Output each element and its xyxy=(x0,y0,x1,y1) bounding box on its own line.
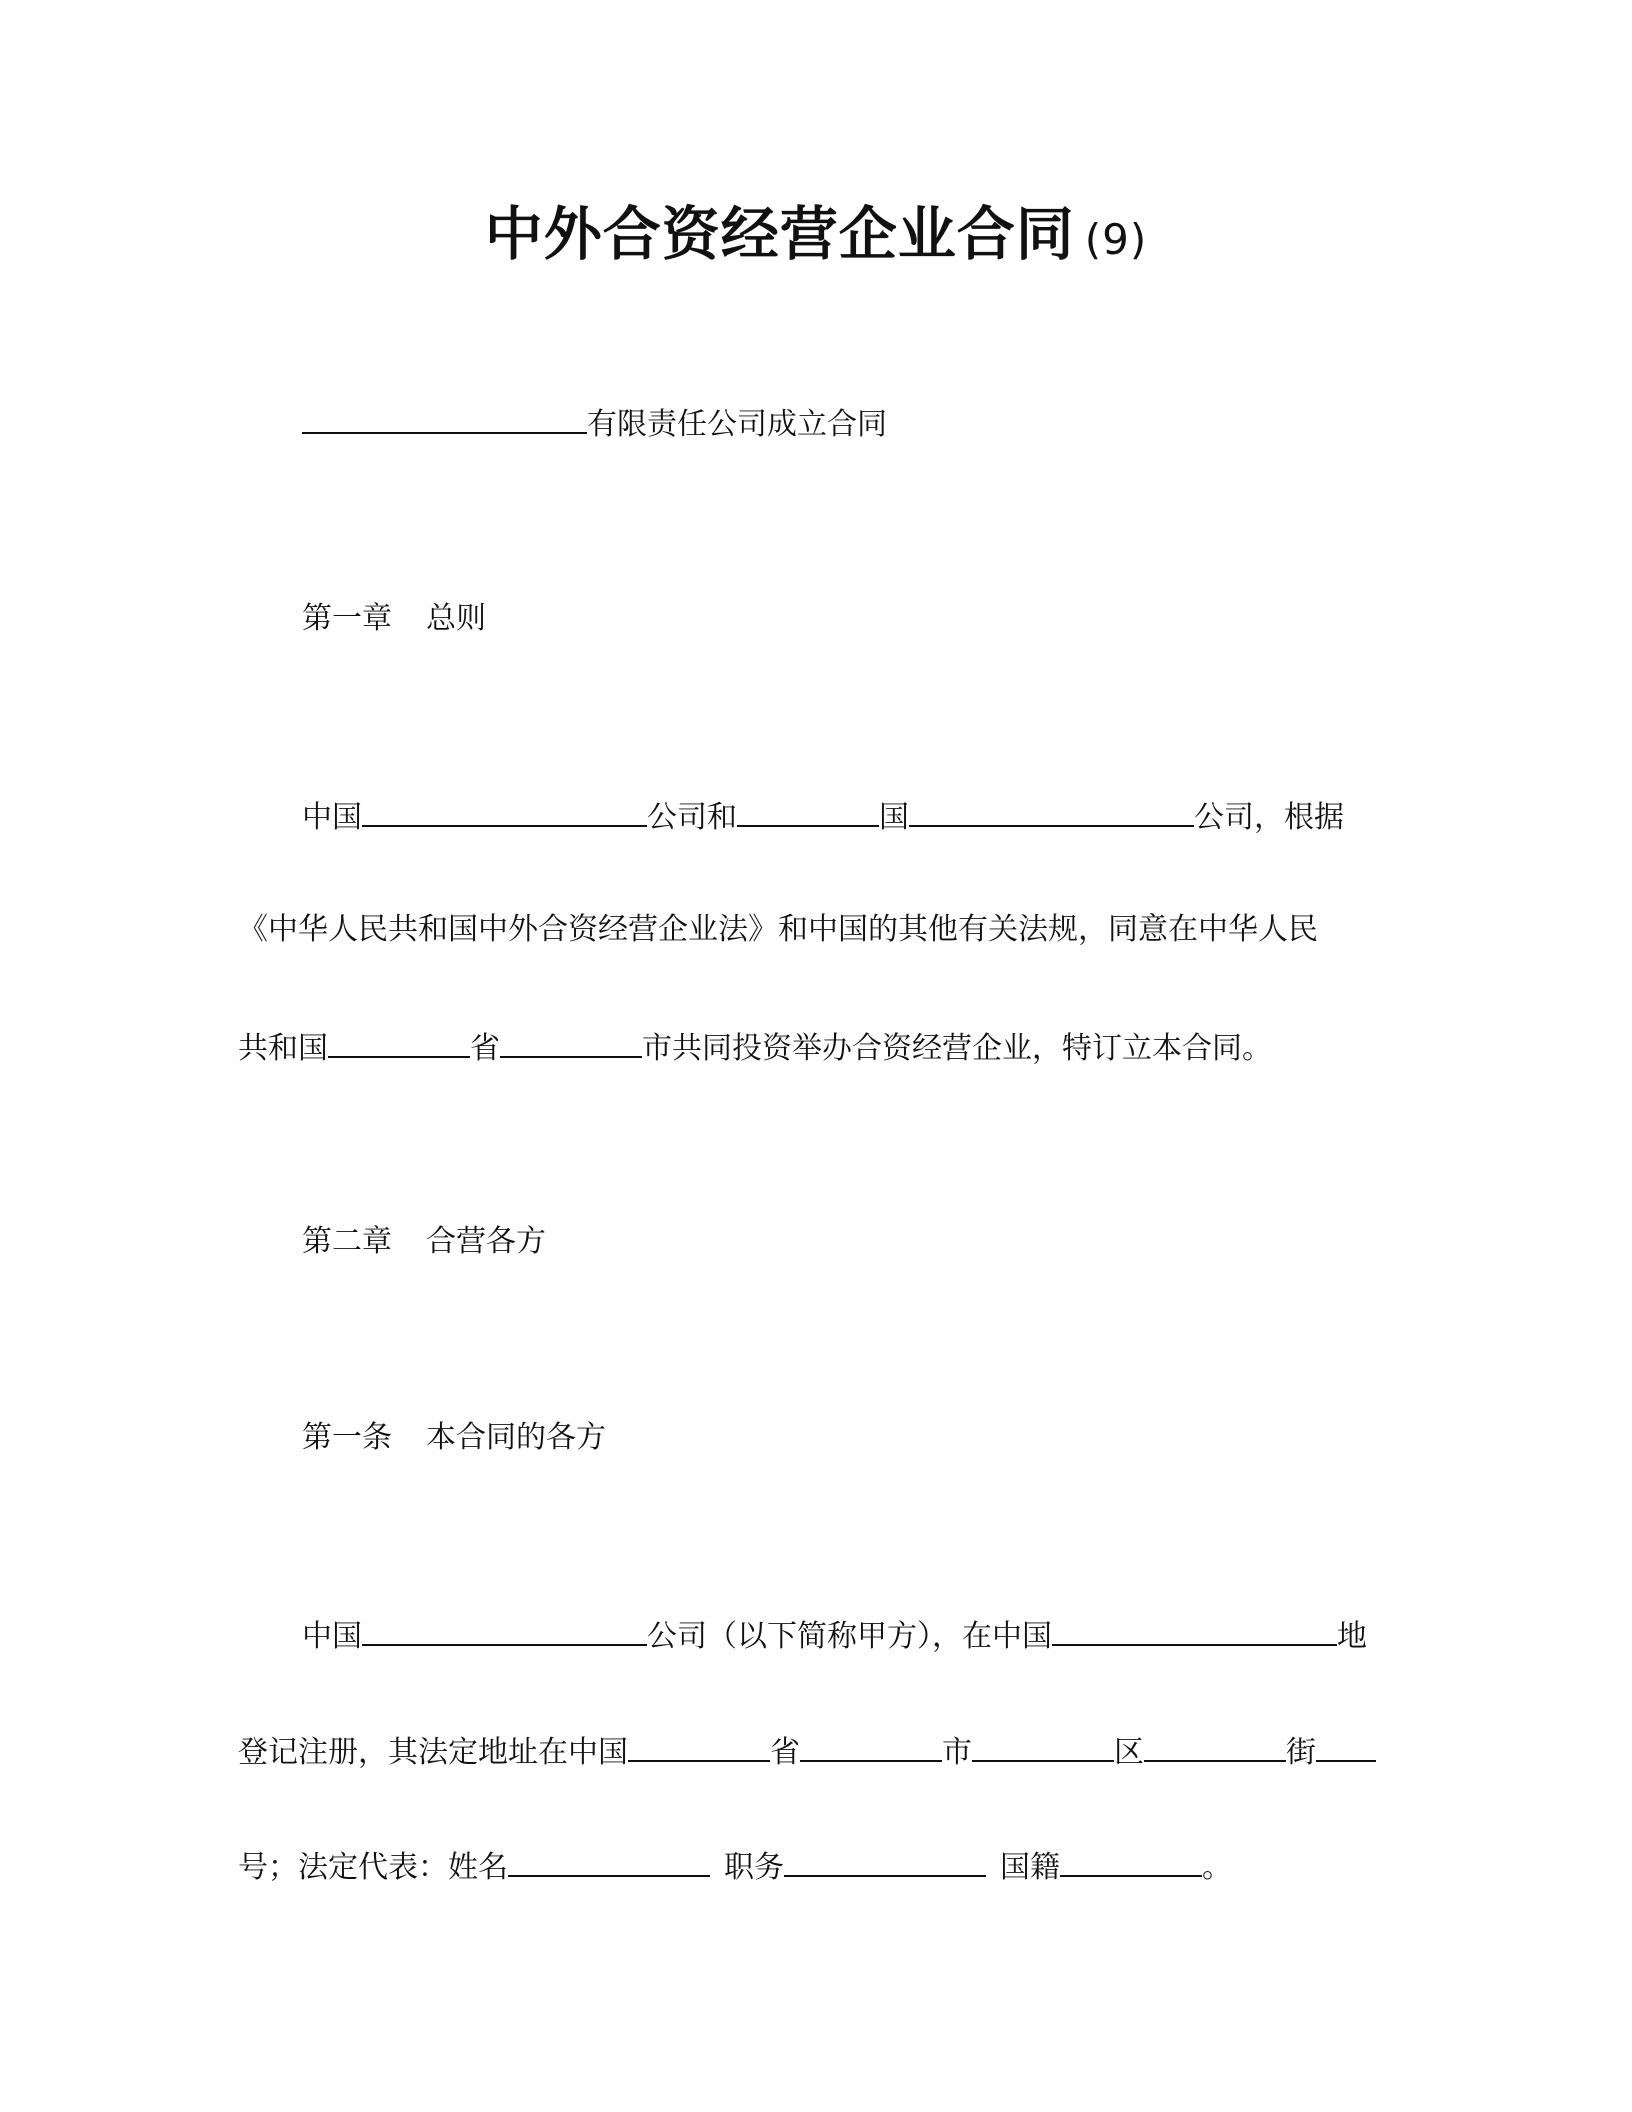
province-blank xyxy=(328,1024,470,1058)
para1-line2: 《中华人民共和国中外合资经营企业法》和中国的其他有关法规，同意在中华人民 xyxy=(238,912,1318,947)
chapter-2-label: 第二章 xyxy=(302,1224,392,1259)
representative-nationality-blank xyxy=(1060,1843,1202,1877)
para1-line3 xyxy=(238,1024,1272,1071)
article-1-label: 第一条 xyxy=(302,1420,392,1455)
text-span: 地 xyxy=(1337,1619,1367,1654)
representative-position-blank xyxy=(784,1843,986,1877)
address-province-blank xyxy=(628,1728,770,1762)
title-text: 中外合资经营企业合同 xyxy=(484,200,1075,268)
foreign-company-blank xyxy=(909,793,1194,827)
chapter-2-heading xyxy=(302,1220,546,1264)
chapter-1-heading xyxy=(302,597,486,641)
chapter-1-name: 总则 xyxy=(426,601,486,636)
text-span: 国 xyxy=(879,800,909,835)
contract-subtitle xyxy=(302,400,887,447)
chinese-company-blank xyxy=(362,793,647,827)
text-span: 职务 xyxy=(724,1850,784,1885)
text-span: 区 xyxy=(1114,1735,1144,1770)
document-title xyxy=(0,198,1632,276)
representative-name-blank xyxy=(508,1843,710,1877)
text-span: 号；法定代表：姓名 xyxy=(238,1850,508,1885)
para2-line1 xyxy=(302,1612,1367,1659)
text-span: 公司和 xyxy=(647,800,737,835)
text-span: 省 xyxy=(470,1031,500,1066)
article-1-name: 本合同的各方 xyxy=(426,1420,606,1455)
address-city-blank xyxy=(800,1728,942,1762)
text-span: 公司，根据 xyxy=(1194,800,1344,835)
para1-line1 xyxy=(302,793,1344,840)
para2-line3 xyxy=(238,1843,1232,1890)
subtitle-suffix: 有限责任公司成立合同 xyxy=(587,407,887,442)
text-span: 市共同投资举办合资经营企业，特订立本合同。 xyxy=(642,1031,1272,1066)
chapter-1-label: 第一章 xyxy=(302,601,392,636)
address-street-blank xyxy=(1144,1728,1286,1762)
registration-place-blank xyxy=(1052,1612,1337,1646)
company-name-blank xyxy=(302,400,587,434)
address-district-blank xyxy=(972,1728,1114,1762)
text-span: 省 xyxy=(770,1735,800,1770)
text-span: 共和国 xyxy=(238,1031,328,1066)
text-span: 中国 xyxy=(302,800,362,835)
text-span: 街 xyxy=(1286,1735,1316,1770)
title-number: (9) xyxy=(1084,215,1148,264)
city-blank xyxy=(500,1024,642,1058)
text-span: 登记注册，其法定地址在中国 xyxy=(238,1735,628,1770)
article-1-heading xyxy=(302,1416,606,1460)
text-span: 市 xyxy=(942,1735,972,1770)
text-span: 国籍 xyxy=(1000,1850,1060,1885)
text-span: 公司（以下简称甲方），在中国 xyxy=(647,1619,1052,1654)
text-span: 中国 xyxy=(302,1619,362,1654)
chapter-2-name: 合营各方 xyxy=(426,1224,546,1259)
party-a-company-blank xyxy=(362,1612,647,1646)
country-blank xyxy=(737,793,879,827)
text-span: 。 xyxy=(1202,1850,1232,1885)
para2-line2 xyxy=(238,1728,1376,1775)
address-number-blank xyxy=(1316,1728,1376,1762)
